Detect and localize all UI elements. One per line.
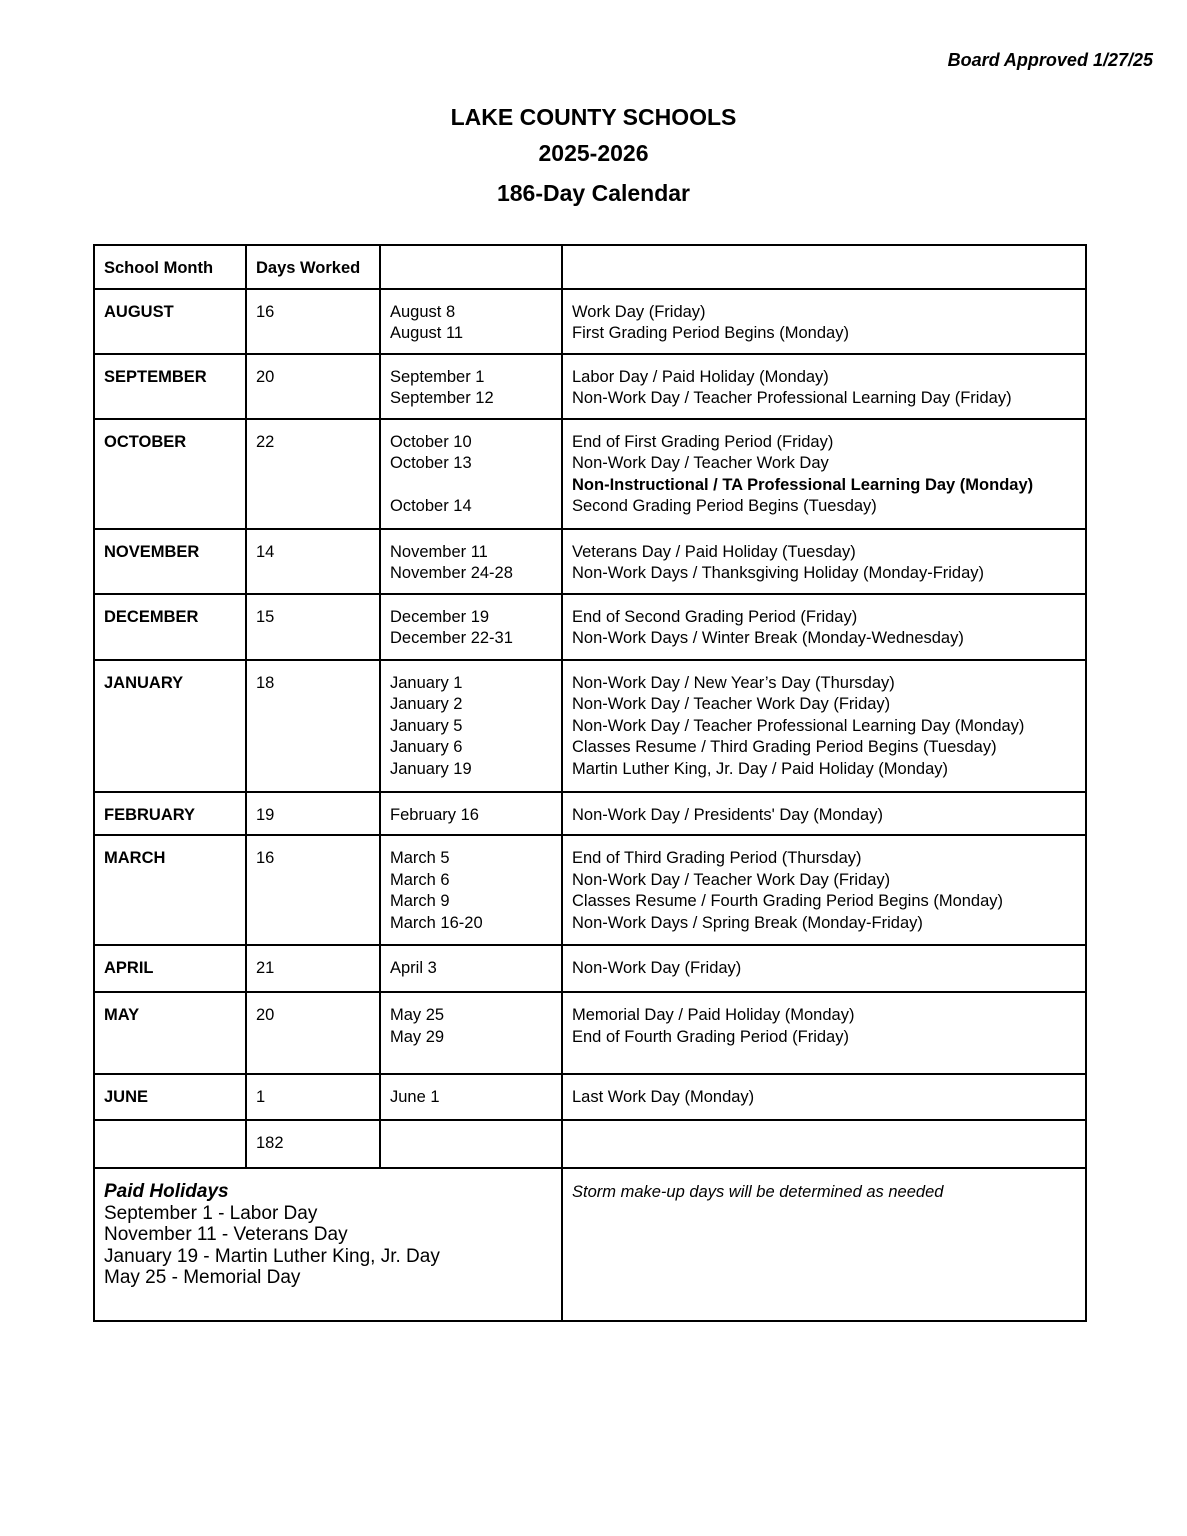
month-cell: JUNE: [94, 1074, 246, 1120]
document-title: LAKE COUNTY SCHOOLS: [450, 104, 737, 130]
paid-holiday-item: January 19 - Martin Luther King, Jr. Day: [104, 1245, 440, 1267]
date-entry: March 5: [390, 849, 450, 867]
event-entry: End of First Grading Period (Friday): [572, 432, 834, 451]
table-header-row: [94, 245, 1086, 289]
paid-holidays-cell: [94, 1168, 562, 1321]
event-entry: Martin Luther King, Jr. Day / Paid Holiday (Monday): [572, 759, 948, 778]
dates-cell: [380, 1074, 562, 1120]
events-cell: [562, 594, 1086, 660]
events-cell: [562, 835, 1086, 945]
table-row: [94, 289, 1086, 354]
date-entry: October 13: [390, 454, 472, 472]
date-entry: August 11: [390, 324, 464, 342]
events-cell: [562, 1074, 1086, 1120]
events-cell: [562, 529, 1086, 594]
dates-cell: [380, 419, 562, 529]
events-cell: [562, 660, 1086, 792]
table-row: [94, 354, 1086, 419]
date-entry: December 22-31: [390, 629, 513, 647]
dates-cell: [380, 594, 562, 660]
event-entry: Non-Work Days / Spring Break (Monday-Friday): [572, 913, 923, 932]
date-entry: [390, 475, 552, 497]
footer-row: [94, 1168, 1086, 1321]
school-year: 2025-2026: [538, 140, 649, 166]
paid-holiday-item: May 25 - Memorial Day: [104, 1267, 301, 1288]
date-entry: October 10: [390, 432, 472, 451]
month-cell: MAY: [94, 992, 246, 1074]
events-cell: [562, 992, 1086, 1074]
event-entry: Classes Resume / Fourth Grading Period Begins (Monday): [572, 892, 1004, 910]
table-row: [94, 594, 1086, 660]
event-entry: Labor Day / Paid Holiday (Monday): [572, 367, 829, 386]
date-entry: February 16: [390, 805, 479, 824]
total-empty-cell: [380, 1120, 562, 1168]
events-cell: [562, 945, 1086, 992]
date-entry: November 11: [390, 542, 488, 561]
days-worked-cell: 20: [246, 354, 380, 419]
event-entry: Non-Work Day / New Year’s Day (Thursday): [572, 673, 895, 692]
calendar-subtitle: 186-Day Calendar: [496, 180, 691, 206]
date-entry: October 14: [390, 497, 472, 515]
month-cell: DECEMBER: [94, 594, 246, 660]
table-row: [94, 660, 1086, 792]
table-row: [94, 945, 1086, 992]
events-cell: [562, 354, 1086, 419]
event-entry: Second Grading Period Begins (Tuesday): [572, 497, 877, 515]
days-worked-cell: 15: [246, 594, 380, 660]
days-worked-cell: 19: [246, 792, 380, 836]
month-cell: MARCH: [94, 835, 246, 945]
date-entry: March 16-20: [390, 913, 483, 932]
event-entry: End of Second Grading Period (Friday): [572, 607, 858, 626]
event-entry: Classes Resume / Third Grading Period Begins (Tuesday): [572, 738, 997, 756]
date-entry: June 1: [390, 1088, 440, 1106]
event-entry: Last Work Day (Monday): [572, 1088, 755, 1106]
month-cell: JANUARY: [94, 660, 246, 792]
dates-cell: [380, 354, 562, 419]
dates-cell: [380, 792, 562, 836]
event-entry: Non-Work Day / Teacher Professional Learning Day (Friday): [572, 389, 1012, 407]
paid-holiday-item: November 11 - Veterans Day: [104, 1224, 348, 1245]
date-entry: January 5: [390, 716, 463, 735]
days-worked-cell: 16: [246, 289, 380, 354]
date-entry: January 1: [390, 673, 463, 692]
date-entry: March 9: [390, 892, 450, 910]
date-entry: November 24-28: [390, 564, 513, 582]
event-entry: End of Third Grading Period (Thursday): [572, 849, 862, 867]
date-entry: September 1: [390, 367, 485, 386]
table-row: [94, 529, 1086, 594]
date-entry: March 6: [390, 870, 450, 889]
month-cell: SEPTEMBER: [94, 354, 246, 419]
event-entry: Veterans Day / Paid Holiday (Tuesday): [572, 542, 856, 561]
total-label-cell: [94, 1120, 246, 1168]
event-entry: Work Day (Friday): [572, 302, 706, 321]
dates-cell: [380, 945, 562, 992]
table-row: [94, 992, 1086, 1074]
dates-cell: [380, 529, 562, 594]
paid-holiday-item: September 1 - Labor Day: [104, 1202, 318, 1224]
date-entry: January 6: [390, 738, 463, 756]
event-entry: Non-Work Day / Teacher Professional Learning Day (Monday): [572, 716, 1025, 735]
month-cell: AUGUST: [94, 289, 246, 354]
days-worked-cell: 1: [246, 1074, 380, 1120]
month-cell: APRIL: [94, 945, 246, 992]
event-entry: Non-Work Day / Teacher Work Day (Friday): [572, 870, 891, 889]
date-entry: April 3: [390, 959, 437, 977]
days-worked-cell: 14: [246, 529, 380, 594]
date-entry: September 12: [390, 389, 494, 407]
events-cell: [562, 419, 1086, 529]
event-entry: Non-Work Day / Presidents' Day (Monday): [572, 805, 883, 824]
paid-holidays-title: Paid Holidays: [104, 1181, 229, 1202]
days-worked-cell: 20: [246, 992, 380, 1074]
month-cell: FEBRUARY: [94, 792, 246, 836]
month-cell: NOVEMBER: [94, 529, 246, 594]
storm-makeup-note: Storm make-up days will be determined as needed: [572, 1183, 944, 1201]
table-row: [94, 835, 1086, 945]
events-cell: [562, 289, 1086, 354]
event-entry: End of Fourth Grading Period (Friday): [572, 1027, 849, 1046]
total-empty-cell: [562, 1120, 1086, 1168]
date-entry: May 29: [390, 1027, 445, 1046]
total-days-cell: 182: [246, 1120, 380, 1168]
events-cell: [562, 792, 1086, 836]
total-row: [94, 1120, 1086, 1168]
date-entry: January 19: [390, 759, 472, 778]
date-entry: August 8: [390, 302, 456, 321]
event-entry: Non-Work Day / Teacher Work Day: [572, 454, 829, 472]
date-entry: December 19: [390, 607, 490, 626]
column-header-events: [562, 245, 1086, 289]
days-worked-cell: 16: [246, 835, 380, 945]
event-entry: Non-Instructional / TA Professional Learning Day (Monday): [572, 475, 1034, 494]
event-entry: Non-Work Days / Winter Break (Monday-Wednesday): [572, 629, 964, 647]
event-entry: Non-Work Day / Teacher Work Day (Friday): [572, 695, 891, 713]
column-header-dates: [380, 245, 562, 289]
days-worked-cell: 21: [246, 945, 380, 992]
event-entry: Memorial Day / Paid Holiday (Monday): [572, 1006, 855, 1024]
dates-cell: [380, 992, 562, 1074]
dates-cell: [380, 289, 562, 354]
storm-note-cell: [562, 1168, 1086, 1321]
month-cell: OCTOBER: [94, 419, 246, 529]
dates-cell: [380, 660, 562, 792]
calendar-table: [93, 244, 1087, 1322]
date-entry: January 2: [390, 695, 463, 713]
table-row: [94, 419, 1086, 529]
days-worked-cell: 18: [246, 660, 380, 792]
event-entry: Non-Work Days / Thanksgiving Holiday (Monday-Friday): [572, 564, 985, 582]
column-header-days-worked: Days Worked: [246, 245, 380, 289]
table-row: [94, 792, 1086, 836]
column-header-school-month: School Month: [94, 245, 246, 289]
dates-cell: [380, 835, 562, 945]
days-worked-cell: 22: [246, 419, 380, 529]
date-entry: May 25: [390, 1006, 445, 1024]
event-entry: Non-Work Day (Friday): [572, 959, 742, 977]
event-entry: First Grading Period Begins (Monday): [572, 324, 849, 342]
table-row: [94, 1074, 1086, 1120]
board-approved-note: Board Approved 1/27/25: [947, 50, 1153, 70]
